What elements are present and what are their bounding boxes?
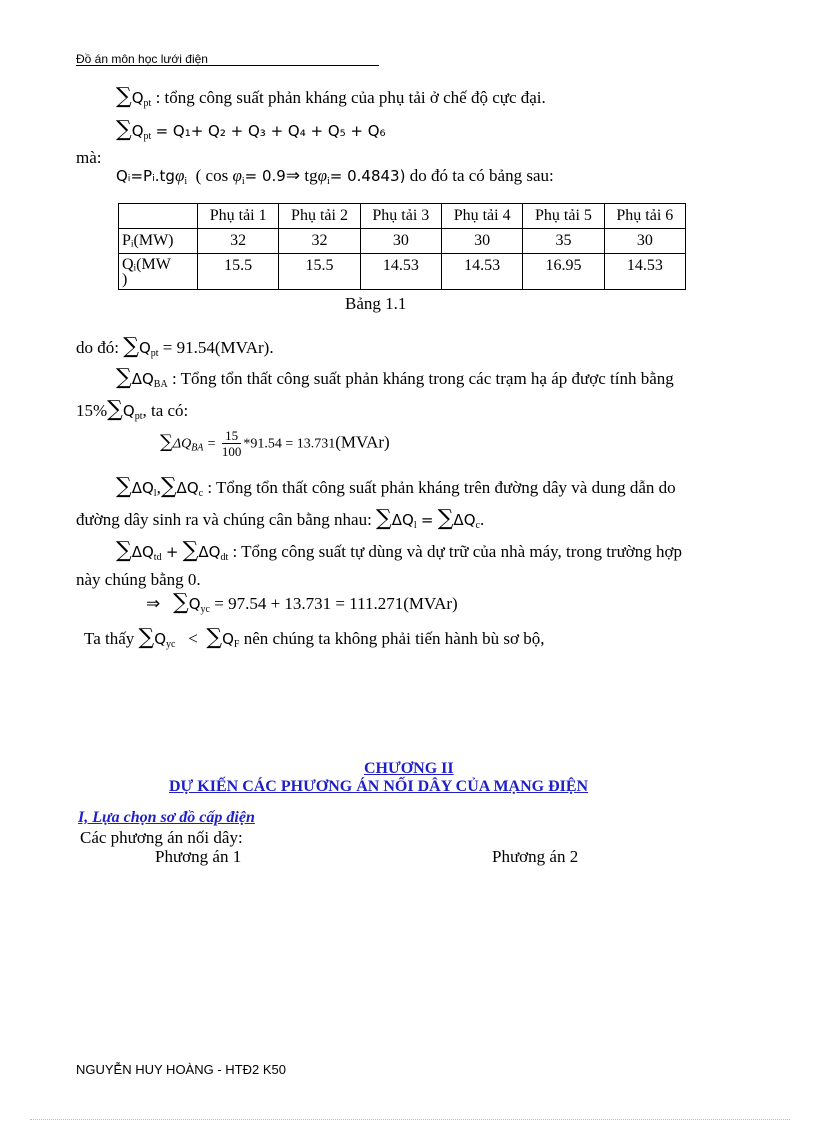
- conclusion-lead: Ta thấy: [84, 629, 135, 648]
- delta-icon: Δ: [131, 543, 142, 561]
- sum-qyc-equation: [146, 592, 458, 615]
- delta-icon: Δ: [453, 511, 464, 529]
- phi-icon: φ: [232, 166, 242, 185]
- delta-qba-continuation: [76, 399, 188, 422]
- table-header-row: [119, 204, 686, 229]
- sum-qpt-result: [76, 336, 274, 359]
- loads-table: [118, 203, 686, 290]
- q-symbol: Q: [122, 402, 135, 420]
- cos-open: ( cos: [195, 166, 229, 185]
- q-subscript: dt: [220, 552, 229, 563]
- q-symbol: Q: [141, 370, 154, 388]
- period: .: [479, 510, 485, 529]
- q-symbol: Q: [141, 479, 154, 497]
- percent-lead: 15%: [76, 401, 108, 420]
- page-header: Đồ án môn học lưới điện: [76, 52, 208, 66]
- definition-text: : tổng công suất phản kháng của phụ tải ở chế độ cực đại.: [155, 88, 546, 107]
- delta-qba-calculation: [160, 428, 390, 459]
- q-symbol: Q: [186, 479, 199, 497]
- sum-icon: ∑: [437, 506, 454, 531]
- conclusion-line: [84, 627, 544, 650]
- option-2-label: Phương án 2: [492, 847, 579, 866]
- self-use-continuation: này chúng bằng 0.: [76, 570, 201, 589]
- arrow-icon: ⇒: [146, 594, 161, 613]
- q-symbol: Q: [188, 595, 201, 613]
- q-subscript: pt: [143, 131, 152, 142]
- q-subscript: pt: [150, 348, 159, 359]
- q-subscript: c: [475, 520, 480, 531]
- self-use-definition: [116, 540, 682, 563]
- table-header-cell: Phụ tải 3: [360, 204, 441, 229]
- sum-icon: ∑: [138, 625, 155, 650]
- chapter-title: CHƯƠNG II: [364, 760, 454, 777]
- option-1-label: Phương án 1: [155, 847, 242, 866]
- tg-text: tg: [304, 166, 318, 185]
- page-footer: NGUYỄN HUY HOÀNG - HTĐ2 K50: [76, 1062, 286, 1077]
- delta-qba-definition: [116, 367, 674, 390]
- table-cell: 32: [279, 229, 360, 254]
- q-subscript: pt: [134, 411, 143, 422]
- sum-icon: ∑: [107, 397, 123, 422]
- delta-icon: Δ: [391, 511, 403, 529]
- continuation-tail: , ta có:: [142, 401, 189, 420]
- table-cell: 35: [523, 229, 604, 254]
- q-symbol: Q: [463, 511, 476, 529]
- sum-icon: ∑: [116, 538, 132, 563]
- delta-icon: Δ: [172, 436, 182, 452]
- table-cell: 30: [441, 229, 522, 254]
- q-subscript: F: [233, 639, 240, 650]
- q-symbol: Q: [131, 89, 144, 107]
- table-cell: 32: [198, 229, 279, 254]
- line-loss-continuation: [76, 508, 484, 531]
- cos-value: = 0.9: [244, 167, 286, 185]
- conclusion-tail: nên chúng ta không phải tiến hành bù sơ bộ,: [243, 629, 545, 648]
- table-header-cell: Phụ tải 4: [441, 204, 522, 229]
- result-rhs: = 91.54(MVAr).: [162, 338, 274, 357]
- sum-icon: ∑: [123, 334, 139, 359]
- qi-formula: Qᵢ=Pᵢ.tg: [116, 167, 175, 185]
- sum-icon: ∑: [206, 625, 223, 650]
- equals-sign: =: [420, 511, 434, 529]
- sum-icon: ∑: [160, 431, 173, 453]
- q-symbol: Q: [402, 511, 414, 529]
- table-cell: 30: [360, 229, 441, 254]
- q-subscript: td: [153, 552, 162, 563]
- tg-value: = 0.4843): [329, 167, 406, 185]
- equation-rhs: = Q₁+ Q₂ + Q₃ + Q₄ + Q₅ + Q₆: [155, 122, 386, 140]
- section-title: I, Lựa chọn sơ đồ cấp điện: [78, 809, 255, 826]
- equals-sign: =: [207, 436, 216, 452]
- plus-sign: +: [165, 543, 179, 561]
- q-symbol: Q: [208, 543, 221, 561]
- line-loss-definition: $\sum\Delta Q_l,\sum\Delta Q_c$ : Tổng tổn thất công suất phản kháng trên đường dây và dung dẫn do: [116, 474, 676, 499]
- qi-formula-line: [116, 166, 554, 187]
- sum-icon: ∑: [116, 365, 132, 390]
- phi-sub: i: [241, 176, 245, 187]
- sum-icon: ∑: [173, 590, 189, 615]
- table-cell: 14.53: [604, 254, 685, 290]
- phi-icon: φ: [317, 166, 327, 185]
- q-symbol: Q: [181, 436, 192, 452]
- chapter-subtitle: DỰ KIẾN CÁC PHƯƠNG ÁN NỐI DÂY CỦA MẠNG ĐIỆN: [169, 778, 589, 795]
- table-row-label: Qᵢ(MW ): [119, 254, 198, 290]
- sum-icon: ∑: [160, 474, 177, 499]
- table-row-label: Pᵢ(MW): [119, 229, 198, 254]
- table-row: [119, 229, 686, 254]
- delta-icon: Δ: [198, 543, 209, 561]
- table-header-cell: Phụ tải 1: [198, 204, 279, 229]
- page-bottom-dotted-line: [30, 1119, 790, 1120]
- continuation-text: đường dây sinh ra và chúng cân bằng nhau:: [76, 510, 372, 529]
- table-cell: 14.53: [441, 254, 522, 290]
- q-subscript: l: [153, 488, 157, 499]
- table-caption: Bảng 1.1: [345, 294, 407, 313]
- calc-rhs: *91.54 = 13.731: [243, 436, 336, 452]
- fraction-denominator: 100: [221, 444, 242, 459]
- q-symbol: Q: [138, 339, 151, 357]
- table-cell: 16.95: [523, 254, 604, 290]
- sum-qpt-equation: [116, 119, 386, 142]
- table-row: [119, 254, 686, 290]
- section-intro: Các phương án nối dây:: [80, 828, 243, 847]
- ma-label: mà:: [76, 148, 102, 167]
- table-cell: [119, 204, 198, 229]
- q-subscript: BA: [153, 379, 168, 390]
- sum-icon: ∑: [116, 84, 132, 109]
- q-symbol: Q: [222, 630, 234, 648]
- fraction-numerator: 15: [222, 428, 242, 444]
- sum-icon: ∑: [116, 474, 132, 499]
- sum-icon: ∑: [182, 538, 199, 563]
- definition-text: : Tổng công suất tự dùng và dự trữ của nhà máy, trong trường hợp: [232, 542, 683, 561]
- phi-icon: φ: [174, 166, 185, 185]
- q-subscript: pt: [143, 98, 152, 109]
- q-subscript: BA: [191, 442, 204, 454]
- phi-sub: i: [184, 176, 188, 187]
- table-header-cell: Phụ tải 2: [279, 204, 360, 229]
- q-subscript: c: [198, 488, 204, 499]
- q-symbol: Q: [154, 630, 167, 648]
- q-subscript: l: [413, 520, 417, 531]
- table-cell: 30: [604, 229, 685, 254]
- sum-icon: ∑: [116, 117, 132, 142]
- table-header-cell: Phụ tải 5: [523, 204, 604, 229]
- table-cell: 15.5: [198, 254, 279, 290]
- table-intro: do đó ta có bảng sau:: [409, 166, 554, 185]
- header-rule: [76, 65, 379, 66]
- table-cell: 15.5: [279, 254, 360, 290]
- delta-icon: Δ: [131, 479, 142, 497]
- delta-icon: Δ: [176, 479, 187, 497]
- table-cell: 14.53: [360, 254, 441, 290]
- q-symbol: Q: [131, 122, 144, 140]
- sum-qpt-definition: [116, 86, 546, 109]
- implies-icon: ⇒: [285, 166, 301, 185]
- definition-text: : Tổng tổn thất công suất phản kháng trên đường dây và dung dẫn do: [207, 478, 676, 497]
- delta-icon: Δ: [131, 370, 142, 388]
- definition-text: : Tổng tổn thất công suất phản kháng trong các trạm hạ áp được tính bằng: [171, 369, 674, 388]
- q-symbol: Q: [141, 543, 154, 561]
- table-header-cell: Phụ tải 6: [604, 204, 685, 229]
- phi-sub: i: [327, 176, 330, 187]
- equation-rhs: = 97.54 + 13.731 = 111.271(MVAr): [214, 594, 458, 613]
- fraction: [222, 428, 242, 459]
- q-subscript: yc: [200, 604, 210, 615]
- sum-icon: ∑: [376, 506, 392, 531]
- q-subscript: yc: [166, 639, 176, 650]
- calc-unit: (MVAr): [335, 432, 390, 452]
- do-do-label: do đó:: [76, 338, 119, 357]
- less-than: <: [188, 629, 198, 648]
